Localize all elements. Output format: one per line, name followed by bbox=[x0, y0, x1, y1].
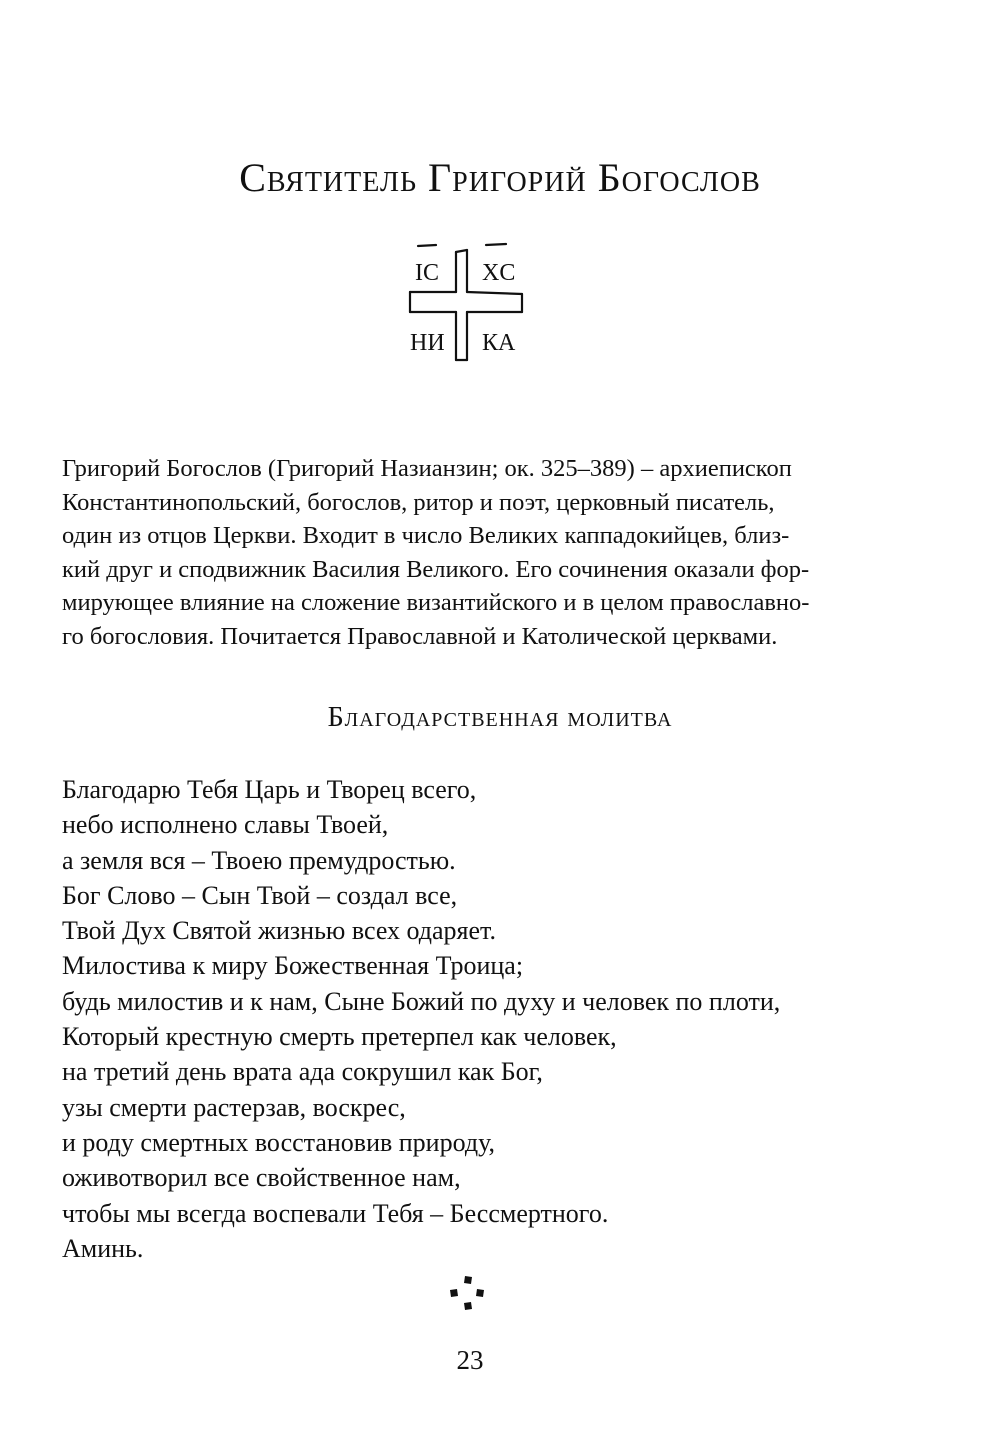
bio-line: Григорий Богослов (Григорий Назианзин; ок. 325–389) – архиепископ bbox=[62, 455, 792, 482]
bio-line: мирующее влияние на сложение византийского и в целом православно- bbox=[62, 589, 810, 616]
prayer-line: на третий день врата ада сокрушил как Бог, bbox=[62, 1057, 543, 1087]
prayer-line: чтобы мы всегда воспевали Тебя – Бессмертного. bbox=[62, 1198, 609, 1228]
biography-paragraph bbox=[62, 452, 938, 653]
page-title: Святитель Григорий Богослов bbox=[239, 155, 761, 200]
prayer-line: оживотворил все свойственное нам, bbox=[62, 1163, 461, 1193]
emblem-glyph-ni: НИ bbox=[410, 330, 445, 356]
prayer-line: Бог Слово – Сын Твой – создал все, bbox=[62, 880, 458, 910]
emblem-glyph-xc: XC bbox=[482, 260, 516, 286]
bio-line: Константинопольский, богослов, ритор и поэт, церковный писатель, bbox=[62, 488, 775, 516]
bio-line: го богословия. Почитается Православной и Католической церквами. bbox=[62, 622, 778, 650]
page-number: 23 bbox=[456, 1345, 484, 1375]
section-title: Благодарственная молитва bbox=[327, 702, 673, 733]
bio-line: один из отцов Церкви. Входит в число Великих каппадокийцев, близ- bbox=[62, 522, 790, 549]
emblem-glyph-ic: IC bbox=[415, 260, 439, 286]
prayer-line: и роду смертных восстановив природу, bbox=[62, 1127, 495, 1157]
prayer-line: а земля вся – Твоею премудростью. bbox=[62, 845, 456, 875]
prayer-text bbox=[62, 772, 942, 1266]
prayer-line: небо исполнено славы Твоей, bbox=[62, 810, 389, 840]
bio-line: кий друг и сподвижник Василия Великого. Его сочинения оказали фор- bbox=[62, 555, 810, 583]
four-dot-ornament-icon bbox=[446, 1272, 490, 1316]
prayer-line: Милостива к миру Божественная Троица; bbox=[62, 951, 524, 981]
prayer-line: будь милостив и к нам, Сыне Божий по духу и человек по плоти, bbox=[62, 986, 781, 1016]
prayer-line: Благодарю Тебя Царь и Творец всего, bbox=[62, 775, 477, 804]
prayer-line: Аминь. bbox=[62, 1233, 144, 1263]
prayer-line: узы смерти растерзав, воскрес, bbox=[62, 1092, 406, 1122]
prayer-line: Который крестную смерть претерпел как человек, bbox=[62, 1022, 617, 1052]
ic-xc-nika-cross-icon bbox=[404, 238, 532, 368]
prayer-line: Твой Дух Святой жизнью всех одаряет. bbox=[62, 916, 496, 946]
emblem-glyph-ka: КА bbox=[482, 330, 516, 356]
